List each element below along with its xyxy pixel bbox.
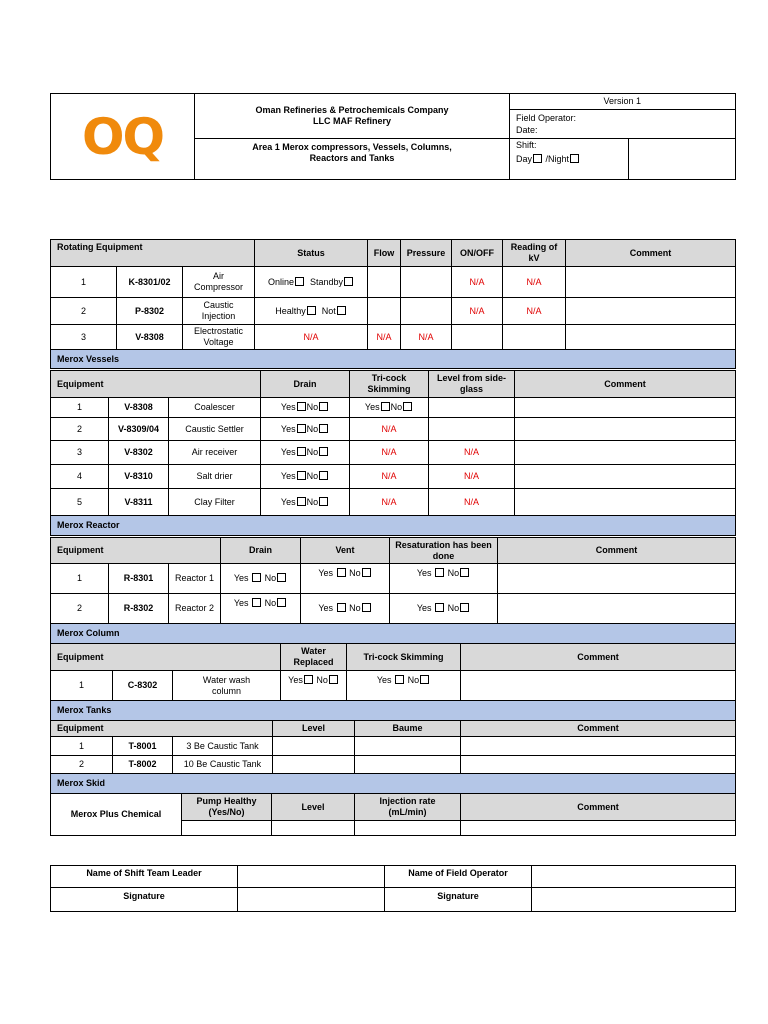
comment-cell[interactable] bbox=[566, 298, 736, 325]
tricock-cell: N/A bbox=[350, 418, 429, 441]
merox-tanks-table bbox=[50, 720, 736, 794]
table-row bbox=[51, 671, 736, 701]
tricock-no-checkbox[interactable] bbox=[403, 402, 412, 411]
area-title-cell bbox=[195, 139, 510, 180]
kv-header: Reading of kV bbox=[503, 240, 566, 267]
healthy-checkbox[interactable] bbox=[307, 306, 316, 315]
resat-yes-checkbox[interactable] bbox=[435, 603, 444, 612]
section-title-merox-column: Merox Column bbox=[51, 624, 736, 644]
vent-cell: Yes No bbox=[301, 594, 390, 624]
drain-cell: Yes No bbox=[221, 594, 301, 624]
row-number: 3 bbox=[51, 441, 109, 465]
row-number: 2 bbox=[51, 298, 117, 325]
equipment-tag: P-8302 bbox=[117, 298, 183, 325]
table-row bbox=[51, 489, 736, 516]
shift-leader-signature-field[interactable] bbox=[238, 888, 385, 912]
table-row bbox=[51, 418, 736, 441]
level-cell: N/A bbox=[429, 465, 515, 489]
drain-no-checkbox[interactable] bbox=[319, 471, 328, 480]
tricock-cell: Yes No bbox=[347, 671, 461, 701]
comment-cell[interactable] bbox=[461, 737, 736, 756]
resaturation-cell: Yes No bbox=[390, 594, 498, 624]
field-operator-name-field[interactable] bbox=[532, 866, 736, 888]
shift-blank-cell[interactable] bbox=[629, 139, 736, 180]
level-cell[interactable] bbox=[273, 737, 355, 756]
drain-cell: Yes No bbox=[221, 564, 301, 594]
night-checkbox[interactable] bbox=[570, 154, 579, 163]
comment-header: Comment bbox=[461, 644, 736, 671]
pressure-header: Pressure bbox=[401, 240, 452, 267]
equipment-tag: V-8309/04 bbox=[109, 418, 169, 441]
kv-cell: N/A bbox=[503, 267, 566, 298]
equipment-description: Caustic Settler bbox=[169, 418, 261, 441]
drain-yes-checkbox[interactable] bbox=[297, 471, 306, 480]
equipment-description: Reactor 1 bbox=[169, 564, 221, 594]
shift-leader-name-field[interactable] bbox=[238, 866, 385, 888]
shift-label: Shift: bbox=[516, 140, 537, 150]
drain-yes-checkbox[interactable] bbox=[252, 573, 261, 582]
table-row bbox=[51, 737, 736, 756]
merox-vessels-table bbox=[50, 370, 736, 536]
level-header: Level from side- glass bbox=[429, 371, 515, 398]
drain-yes-checkbox[interactable] bbox=[297, 447, 306, 456]
table-row bbox=[51, 398, 736, 418]
injection-rate-header: Injection rate (mL/min) bbox=[355, 794, 461, 821]
level-header: Level bbox=[272, 794, 355, 821]
comment-cell[interactable] bbox=[498, 564, 736, 594]
pump-healthy-header: Pump Healthy (Yes/No) bbox=[182, 794, 272, 821]
status-cell: Online Standby bbox=[255, 267, 368, 298]
comment-cell[interactable] bbox=[515, 465, 736, 489]
area-line-2: Reactors and Tanks bbox=[309, 153, 395, 163]
equipment-description: 3 Be Caustic Tank bbox=[173, 737, 273, 756]
baume-header: Baume bbox=[355, 721, 461, 737]
header-table bbox=[50, 93, 736, 180]
equipment-tag: V-8308 bbox=[109, 398, 169, 418]
pressure-cell[interactable] bbox=[401, 298, 452, 325]
row-number: 1 bbox=[51, 737, 113, 756]
equipment-tag: R-8302 bbox=[109, 594, 169, 624]
equipment-tag: C-8302 bbox=[113, 671, 173, 701]
flow-header: Flow bbox=[368, 240, 401, 267]
resaturation-header: Resaturation has been done bbox=[390, 538, 498, 564]
not-checkbox[interactable] bbox=[337, 306, 346, 315]
level-cell: N/A bbox=[429, 441, 515, 465]
equipment-header: Equipment bbox=[51, 538, 221, 564]
drain-yes-checkbox[interactable] bbox=[297, 424, 306, 433]
flow-cell[interactable] bbox=[368, 267, 401, 298]
status-header: Status bbox=[255, 240, 368, 267]
version-cell bbox=[510, 94, 736, 139]
equipment-description: Reactor 2 bbox=[169, 594, 221, 624]
flow-cell: N/A bbox=[368, 325, 401, 350]
equipment-tag: R-8301 bbox=[109, 564, 169, 594]
night-label: /Night bbox=[545, 154, 570, 164]
equipment-description: Salt drier bbox=[169, 465, 261, 489]
equipment-tag: V-8302 bbox=[109, 441, 169, 465]
date-label: Date: bbox=[516, 125, 538, 135]
table-row bbox=[51, 465, 736, 489]
comment-header: Comment bbox=[566, 240, 736, 267]
section-title-merox-vessels: Merox Vessels bbox=[51, 350, 736, 369]
tricock-no-checkbox[interactable] bbox=[420, 675, 429, 684]
onoff-cell: N/A bbox=[452, 298, 503, 325]
equipment-description: Air Compressor bbox=[183, 267, 255, 298]
table-row bbox=[51, 594, 736, 624]
onoff-cell: N/A bbox=[452, 267, 503, 298]
level-cell[interactable] bbox=[429, 398, 515, 418]
shift-cell bbox=[510, 139, 629, 180]
row-number: 2 bbox=[51, 418, 109, 441]
area-line-1: Area 1 Merox compressors, Vessels, Columns, bbox=[252, 142, 452, 152]
comment-cell[interactable] bbox=[461, 821, 736, 836]
resat-yes-checkbox[interactable] bbox=[435, 568, 444, 577]
table-row bbox=[51, 564, 736, 594]
equipment-description: 10 Be Caustic Tank bbox=[173, 756, 273, 774]
tricock-cell: N/A bbox=[350, 489, 429, 516]
row-number: 1 bbox=[51, 564, 109, 594]
row-number: 3 bbox=[51, 325, 117, 350]
comment-cell[interactable] bbox=[566, 325, 736, 350]
comment-cell[interactable] bbox=[515, 398, 736, 418]
section-title-merox-reactor: Merox Reactor bbox=[51, 516, 736, 536]
day-label: Day bbox=[516, 154, 533, 164]
row-number: 1 bbox=[51, 398, 109, 418]
drain-no-checkbox[interactable] bbox=[319, 402, 328, 411]
company-logo-cell bbox=[51, 94, 195, 180]
oq-logo: OQ bbox=[81, 107, 163, 166]
drain-cell: Yes No bbox=[261, 441, 350, 465]
baume-cell[interactable] bbox=[355, 756, 461, 774]
drain-yes-checkbox[interactable] bbox=[297, 402, 306, 411]
comment-cell[interactable] bbox=[515, 489, 736, 516]
vent-no-checkbox[interactable] bbox=[362, 603, 371, 612]
pressure-cell[interactable] bbox=[401, 267, 452, 298]
equipment-tag: T-8002 bbox=[113, 756, 173, 774]
drain-no-checkbox[interactable] bbox=[319, 497, 328, 506]
section-title-merox-tanks: Merox Tanks bbox=[51, 701, 736, 721]
level-header: Level bbox=[273, 721, 355, 737]
shift-leader-signature-label: Signature bbox=[51, 888, 238, 912]
pressure-cell: N/A bbox=[401, 325, 452, 350]
field-operator-signature-label: Signature bbox=[385, 888, 532, 912]
vent-cell: Yes No bbox=[301, 564, 390, 594]
version-label: Version 1 bbox=[510, 94, 735, 110]
comment-header: Comment bbox=[461, 794, 736, 821]
standby-checkbox[interactable] bbox=[344, 277, 353, 286]
level-cell[interactable] bbox=[272, 821, 355, 836]
table-row bbox=[51, 298, 736, 325]
row-number: 1 bbox=[51, 671, 113, 701]
drain-no-checkbox[interactable] bbox=[277, 598, 286, 607]
vent-no-checkbox[interactable] bbox=[362, 568, 371, 577]
equipment-description: Water wash column bbox=[173, 671, 281, 701]
tricock-yes-checkbox[interactable] bbox=[395, 675, 404, 684]
comment-cell[interactable] bbox=[498, 594, 736, 624]
tricock-cell: N/A bbox=[350, 465, 429, 489]
comment-cell[interactable] bbox=[566, 267, 736, 298]
section-title-merox-skid: Merox Skid bbox=[51, 774, 736, 794]
table-row bbox=[51, 756, 736, 774]
status-cell: Healthy Not bbox=[255, 298, 368, 325]
rotating-equipment-table bbox=[50, 239, 736, 369]
equipment-tag: K-8301/02 bbox=[117, 267, 183, 298]
onoff-header: ON/OFF bbox=[452, 240, 503, 267]
merox-plus-chemical-label: Merox Plus Chemical bbox=[51, 794, 182, 836]
drain-no-checkbox[interactable] bbox=[319, 447, 328, 456]
vent-yes-checkbox[interactable] bbox=[337, 603, 346, 612]
merox-skid-table bbox=[50, 793, 736, 836]
merox-reactor-table bbox=[50, 537, 736, 644]
tricock-yes-checkbox[interactable] bbox=[381, 402, 390, 411]
drain-no-checkbox[interactable] bbox=[319, 424, 328, 433]
status-cell: N/A bbox=[255, 325, 368, 350]
drain-no-checkbox[interactable] bbox=[277, 573, 286, 582]
company-line-2: LLC MAF Refinery bbox=[312, 116, 391, 126]
injection-rate-cell[interactable] bbox=[355, 821, 461, 836]
equipment-tag: T-8001 bbox=[113, 737, 173, 756]
row-number: 5 bbox=[51, 489, 109, 516]
comment-cell[interactable] bbox=[515, 418, 736, 441]
table-row bbox=[51, 325, 736, 350]
field-operator-signature-field[interactable] bbox=[532, 888, 736, 912]
table-row bbox=[51, 267, 736, 298]
comment-cell[interactable] bbox=[515, 441, 736, 465]
merox-column-table bbox=[50, 643, 736, 721]
comment-header: Comment bbox=[461, 721, 736, 737]
level-cell[interactable] bbox=[273, 756, 355, 774]
row-number: 2 bbox=[51, 594, 109, 624]
equipment-header: Equipment bbox=[51, 721, 273, 737]
equipment-description: Air receiver bbox=[169, 441, 261, 465]
equipment-description: Caustic Injection bbox=[183, 298, 255, 325]
comment-header: Comment bbox=[515, 371, 736, 398]
signoff-table bbox=[50, 865, 736, 912]
row-number: 4 bbox=[51, 465, 109, 489]
equipment-header: Equipment bbox=[51, 371, 261, 398]
kv-cell: N/A bbox=[503, 298, 566, 325]
vent-yes-checkbox[interactable] bbox=[337, 568, 346, 577]
table-row bbox=[51, 441, 736, 465]
tricock-cell: Yes No bbox=[350, 398, 429, 418]
company-line-1: Oman Refineries & Petrochemicals Company bbox=[255, 105, 449, 115]
field-operator-label: Field Operator: bbox=[516, 113, 577, 123]
water-replaced-cell: Yes No bbox=[281, 671, 347, 701]
drain-cell: Yes No bbox=[261, 489, 350, 516]
resaturation-cell: Yes No bbox=[390, 564, 498, 594]
rotating-equipment-header: Rotating Equipment bbox=[51, 240, 255, 267]
tricock-cell: N/A bbox=[350, 441, 429, 465]
equipment-header: Equipment bbox=[51, 644, 281, 671]
equipment-description: Coalescer bbox=[169, 398, 261, 418]
resat-no-checkbox[interactable] bbox=[460, 603, 469, 612]
drain-cell: Yes No bbox=[261, 465, 350, 489]
equipment-tag: V-8311 bbox=[109, 489, 169, 516]
row-number: 2 bbox=[51, 756, 113, 774]
water-no-checkbox[interactable] bbox=[329, 675, 338, 684]
resat-no-checkbox[interactable] bbox=[460, 568, 469, 577]
row-number: 1 bbox=[51, 267, 117, 298]
drain-yes-checkbox[interactable] bbox=[252, 598, 261, 607]
water-replaced-header: Water Replaced bbox=[281, 644, 347, 671]
drain-yes-checkbox[interactable] bbox=[297, 497, 306, 506]
day-checkbox[interactable] bbox=[533, 154, 542, 163]
baume-cell[interactable] bbox=[355, 737, 461, 756]
equipment-tag: V-8308 bbox=[117, 325, 183, 350]
comment-cell[interactable] bbox=[461, 756, 736, 774]
online-checkbox[interactable] bbox=[295, 277, 304, 286]
comment-cell[interactable] bbox=[461, 671, 736, 701]
comment-header: Comment bbox=[498, 538, 736, 564]
flow-cell[interactable] bbox=[368, 298, 401, 325]
field-operator-name-label: Name of Field Operator bbox=[385, 866, 532, 888]
onoff-cell[interactable] bbox=[452, 325, 503, 350]
drain-header: Drain bbox=[261, 371, 350, 398]
water-yes-checkbox[interactable] bbox=[304, 675, 313, 684]
company-name-cell bbox=[195, 94, 510, 139]
tricock-header: Tri-cock Skimming bbox=[347, 644, 461, 671]
kv-cell[interactable] bbox=[503, 325, 566, 350]
drain-cell: Yes No bbox=[261, 418, 350, 441]
level-cell: N/A bbox=[429, 489, 515, 516]
equipment-description: Electrostatic Voltage bbox=[183, 325, 255, 350]
equipment-tag: V-8310 bbox=[109, 465, 169, 489]
tricock-header: Tri-cock Skimming bbox=[350, 371, 429, 398]
drain-cell: Yes No bbox=[261, 398, 350, 418]
equipment-description: Clay Filter bbox=[169, 489, 261, 516]
vent-header: Vent bbox=[301, 538, 390, 564]
pump-healthy-cell[interactable] bbox=[182, 821, 272, 836]
level-cell[interactable] bbox=[429, 418, 515, 441]
drain-header: Drain bbox=[221, 538, 301, 564]
shift-leader-label: Name of Shift Team Leader bbox=[51, 866, 238, 888]
